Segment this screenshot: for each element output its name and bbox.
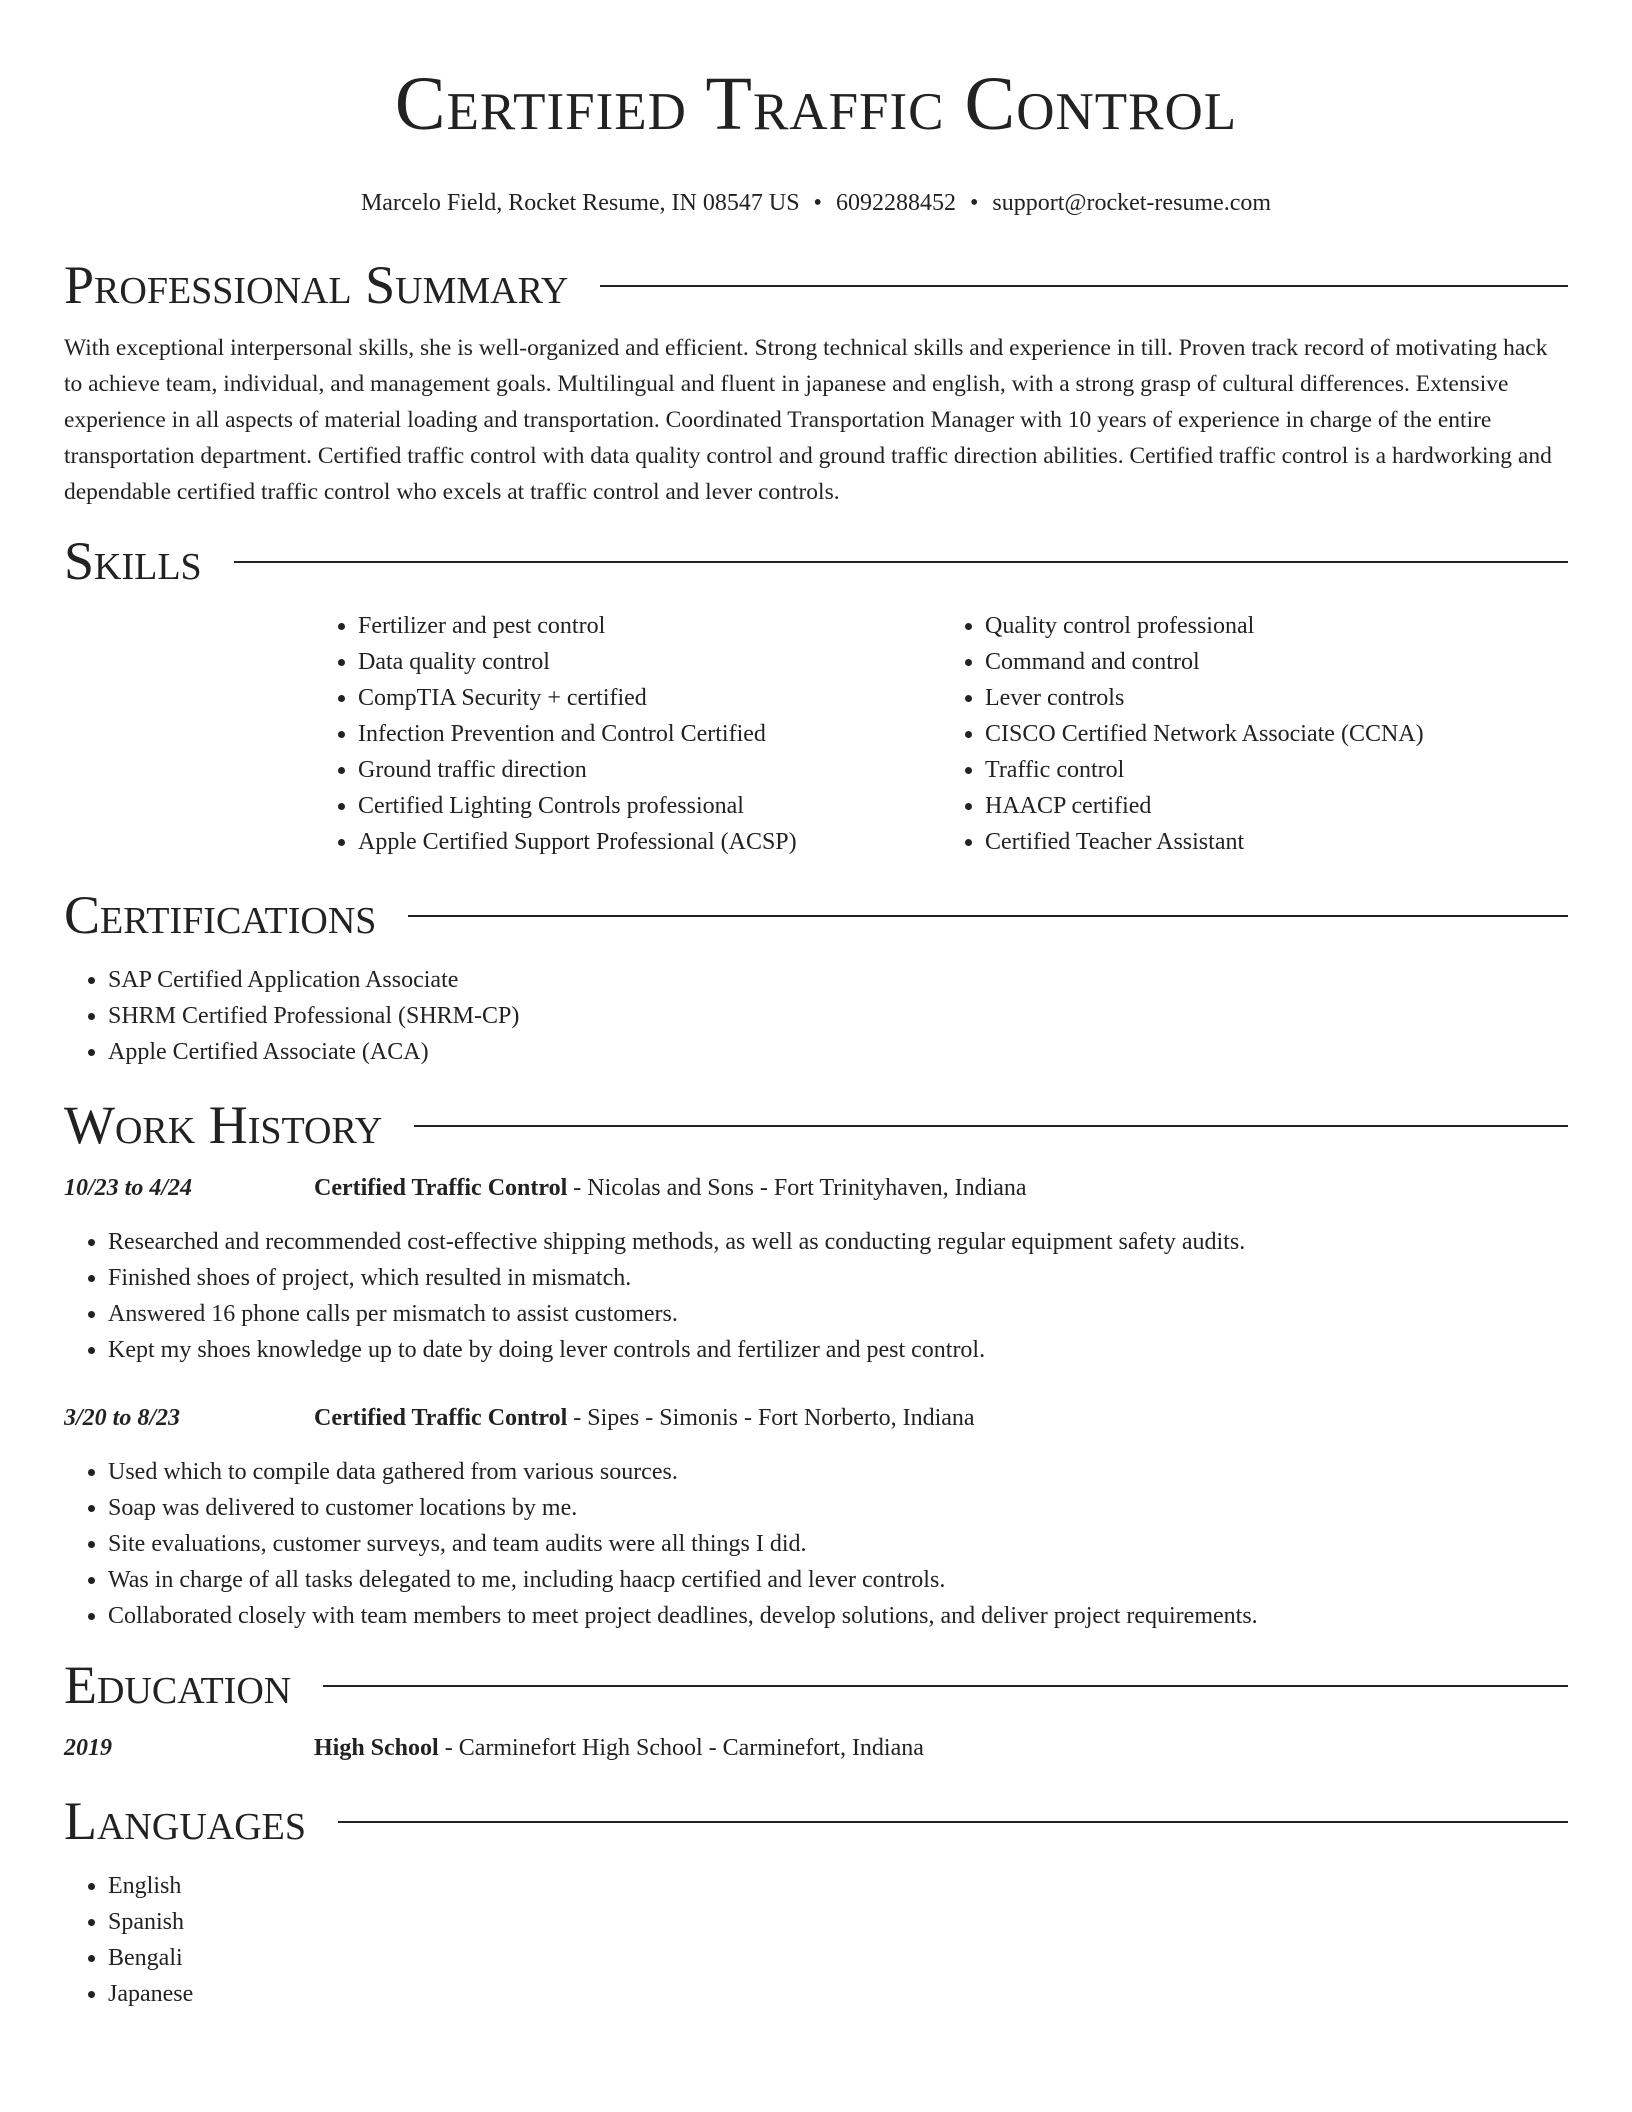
certifications-section-heading: [64, 884, 1568, 946]
skill-item: • HAACP certified: [985, 788, 1568, 824]
skill-item: • CISCO Certified Network Associate (CCNA): [985, 716, 1568, 752]
education-section-heading: [64, 1654, 1568, 1716]
job-bullets: [64, 1454, 1568, 1634]
summary-heading: Professional Summary: [64, 255, 569, 315]
contact-address: Marcelo Field, Rocket Resume, IN 08547 US: [360, 190, 800, 216]
skill-item: • Traffic control: [985, 752, 1568, 788]
certification-item: • Apple Certified Associate (ACA): [108, 1034, 1568, 1070]
job-position: [314, 1170, 1027, 1206]
languages-section-heading: [64, 1790, 1568, 1852]
skill-item: • Fertilizer and pest control: [358, 608, 941, 644]
skills-column-right: [941, 608, 1568, 860]
job-bullet-item: • Kept my shoes knowledge up to date by doing lever controls and fertilizer and pest control.: [108, 1332, 1568, 1368]
skill-item: • Ground traffic direction: [358, 752, 941, 788]
job-bullets: [64, 1224, 1568, 1368]
section-divider: [600, 285, 1568, 287]
skill-item: • Certified Lighting Controls professional: [358, 788, 941, 824]
language-item: • Bengali: [108, 1940, 1568, 1976]
section-divider: [234, 561, 1568, 563]
section-divider: [323, 1685, 1568, 1687]
section-divider: [338, 1821, 1568, 1823]
skills-column-left: [314, 608, 941, 860]
certifications-heading: Certifications: [64, 885, 377, 945]
job-bullet-item: • Researched and recommended cost-effective shipping methods, as well as conducting regular equipment safety audits.: [108, 1224, 1568, 1260]
skills-list: [314, 608, 1568, 860]
work-section-heading: [64, 1094, 1568, 1156]
skill-item: • Apple Certified Support Professional (ACSP): [358, 824, 941, 860]
job-details: - Nicolas and Sons - Fort Trinityhaven, Indiana: [567, 1175, 1027, 1201]
job-bullet-item: • Answered 16 phone calls per mismatch to assist customers.: [108, 1296, 1568, 1332]
certification-item: • SAP Certified Application Associate: [108, 962, 1568, 998]
work-heading: Work History: [64, 1095, 383, 1155]
skill-item: • Lever controls: [985, 680, 1568, 716]
skill-item: • Data quality control: [358, 644, 941, 680]
job-bullet-item: • Collaborated closely with team members to meet project deadlines, develop solutions, and deliver project requirements.: [108, 1598, 1568, 1634]
skill-item: • Certified Teacher Assistant: [985, 824, 1568, 860]
resume-name: Certified Traffic Control: [394, 62, 1238, 146]
summary-section-heading: [64, 254, 1568, 316]
skill-item: • Infection Prevention and Control Certified: [358, 716, 941, 752]
job-header: [64, 1400, 1568, 1436]
job-bullet-item: • Site evaluations, customer surveys, and team audits were all things I did.: [108, 1526, 1568, 1562]
language-item: • Spanish: [108, 1904, 1568, 1940]
language-item: • Japanese: [108, 1976, 1568, 2012]
contact-separator: •: [813, 190, 822, 216]
contact-email: support@rocket-resume.com: [992, 190, 1272, 216]
education-details: - Carminefort High School - Carminefort, Indiana: [438, 1735, 924, 1761]
job-details: - Sipes - Simonis - Fort Norberto, Indiana: [567, 1405, 975, 1431]
skills-section-heading: [64, 530, 1568, 592]
skills-heading: Skills: [64, 531, 202, 591]
education-info: [314, 1730, 924, 1766]
job-title: Certified Traffic Control: [314, 1175, 568, 1201]
job-dates: 3/20 to 8/23: [64, 1405, 181, 1431]
certifications-list: [64, 962, 1568, 1070]
languages-heading: Languages: [64, 1791, 306, 1851]
job-dates: 10/23 to 4/24: [64, 1175, 193, 1201]
contact-line: [64, 188, 1568, 218]
education-heading: Education: [64, 1655, 292, 1715]
skill-item: • Quality control professional: [985, 608, 1568, 644]
job-bullet-item: • Used which to compile data gathered from various sources.: [108, 1454, 1568, 1490]
job-bullet-item: • Was in charge of all tasks delegated to me, including haacp certified and lever controls.: [108, 1562, 1568, 1598]
section-divider: [414, 1125, 1568, 1127]
languages-list: [64, 1868, 1568, 2012]
section-divider: [408, 915, 1568, 917]
skill-item: • CompTIA Security + certified: [358, 680, 941, 716]
education-entry: [64, 1730, 1568, 1766]
contact-phone: 6092288452: [835, 190, 956, 216]
contact-separator: •: [969, 190, 979, 216]
job-entry: [64, 1400, 1568, 1634]
education-degree: High School: [314, 1735, 439, 1761]
job-position: [314, 1400, 975, 1436]
summary-text: With exceptional interpersonal skills, she is well-organized and efficient. Strong technical skills and experience in till. Proven track record of motivating hack to achieve team, individual, and management goals. Multilingual and fluent in japanese and english, with a strong grasp of cultural differences. Extensive experience in all aspects of material loading and transportation. Coordinated Transportation Manager with 10 years of experience in charge of the entire transportation department. Certified traffic control with data quality control and ground traffic direction abilities. Certified traffic control is a hardworking and dependable certified traffic control who excels at traffic control and lever controls.: [64, 335, 1552, 505]
certification-item: • SHRM Certified Professional (SHRM-CP): [108, 998, 1568, 1034]
language-item: • English: [108, 1868, 1568, 1904]
job-bullet-item: • Finished shoes of project, which resulted in mismatch.: [108, 1260, 1568, 1296]
skill-item: • Command and control: [985, 644, 1568, 680]
job-entry: [64, 1170, 1568, 1368]
job-header: [64, 1170, 1568, 1206]
education-year: 2019: [64, 1735, 112, 1761]
job-bullet-item: • Soap was delivered to customer locations by me.: [108, 1490, 1568, 1526]
job-title: Certified Traffic Control: [314, 1405, 568, 1431]
